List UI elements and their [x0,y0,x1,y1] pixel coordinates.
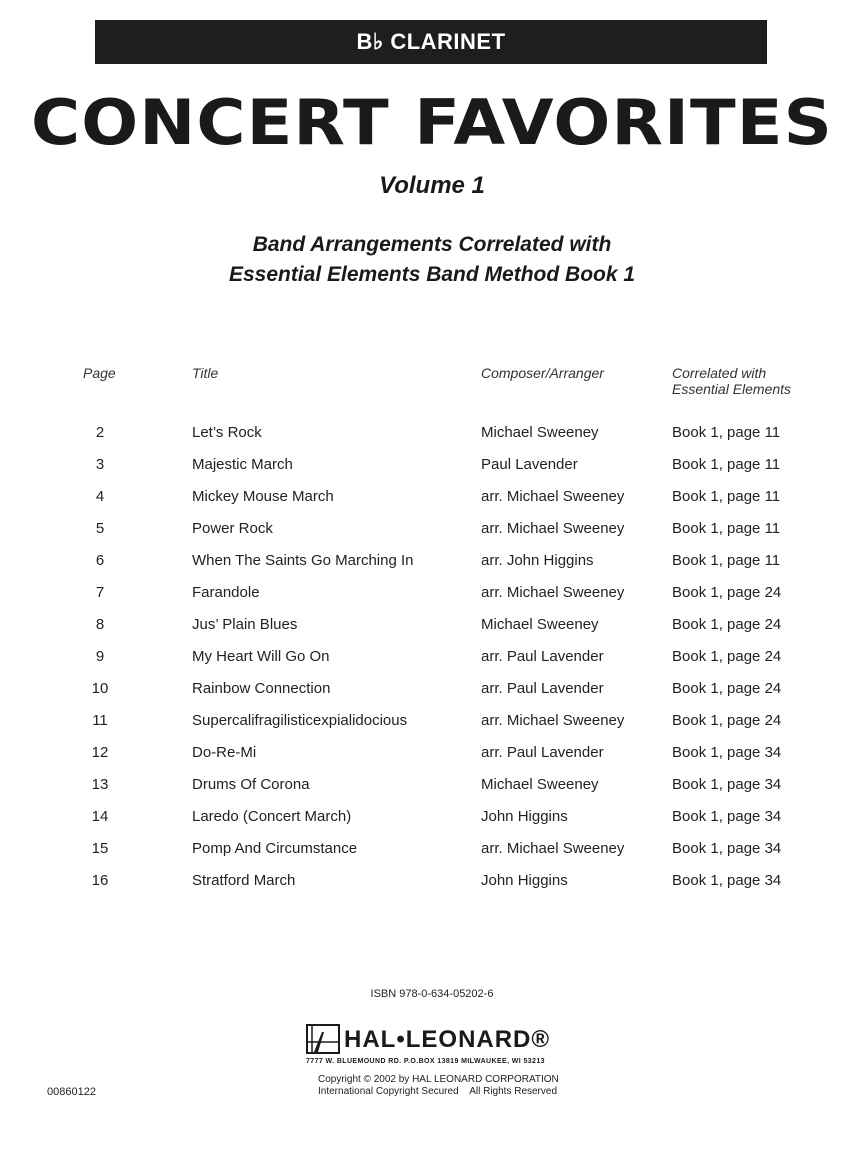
row-title: Rainbow Connection [192,680,331,697]
row-page: 16 [91,872,109,889]
catalog-number: 00860122 [47,1086,96,1098]
row-title: When The Saints Go Marching In [192,552,414,569]
subtitle-line-2: Essential Elements Band Method Book 1 [228,263,636,286]
table-row [0,872,864,904]
row-correlated: Book 1, page 34 [672,744,782,761]
row-title: Do-Re-Mi [192,744,257,761]
row-composer: arr. Paul Lavender [481,648,604,665]
row-correlated: Book 1, page 24 [672,712,782,729]
row-correlated: Book 1, page 24 [672,584,782,601]
row-composer: arr. Michael Sweeney [481,584,625,601]
copyright-line-1: Copyright © 2002 by HAL LEONARD CORPORATION [318,1074,559,1085]
row-composer: arr. Paul Lavender [481,680,604,697]
table-row [0,648,864,680]
row-page: 13 [91,776,109,793]
row-correlated: Book 1, page 24 [672,648,782,665]
hal-leonard-logo-icon [306,1024,340,1054]
column-header-correlated-line-1: Correlated with [672,365,767,381]
row-page: 6 [95,552,105,569]
row-title: Let’s Rock [192,424,262,441]
publisher-logo [306,1024,566,1070]
subtitle [0,230,864,290]
column-header-correlated-line-2: Essential Elements [672,381,792,397]
table-row [0,520,864,552]
row-composer: arr. John Higgins [481,552,594,569]
subtitle-line-1: Band Arrangements Correlated with [252,233,612,256]
row-composer: John Higgins [481,872,568,889]
column-header-correlated [672,365,791,397]
row-title: Drums Of Corona [192,776,310,793]
row-correlated: Book 1, page 34 [672,776,782,793]
column-header-title: Title [192,365,219,381]
table-row [0,680,864,712]
table-row [0,584,864,616]
table-row [0,712,864,744]
row-page: 14 [91,808,109,825]
row-correlated: Book 1, page 34 [672,840,782,857]
table-row [0,776,864,808]
instrument-banner [95,20,767,64]
copyright-line-2: International Copyright Secured All Rights Reserved [318,1086,558,1097]
table-row [0,488,864,520]
contents-table [0,424,864,904]
row-title: Pomp And Circumstance [192,840,358,857]
page-title: CONCERT FAVORITES [31,86,833,159]
row-page: 10 [91,680,109,697]
row-title: Power Rock [192,520,273,537]
table-row [0,744,864,776]
table-row [0,552,864,584]
row-composer: arr. Michael Sweeney [481,520,625,537]
row-composer: arr. Michael Sweeney [481,712,625,729]
row-correlated: Book 1, page 34 [672,872,782,889]
table-row [0,456,864,488]
table-row [0,840,864,872]
row-title: Majestic March [192,456,293,473]
row-page: 15 [91,840,109,857]
publisher-name: HAL•LEONARD® [344,1026,551,1053]
table-row [0,616,864,648]
row-page: 12 [91,744,109,761]
row-correlated: Book 1, page 11 [672,488,781,505]
row-correlated: Book 1, page 11 [672,424,781,441]
row-correlated: Book 1, page 11 [672,456,781,473]
row-page: 11 [92,712,108,729]
row-page: 9 [95,648,105,665]
row-page: 7 [95,584,105,601]
publisher-address: 7777 W. BLUEMOUND RD. P.O.BOX 13819 MILWAUKEE, WI 53213 [306,1058,545,1065]
row-correlated: Book 1, page 24 [672,680,782,697]
row-title: Jus’ Plain Blues [192,616,298,633]
row-correlated: Book 1, page 11 [672,552,781,569]
volume-label: Volume 1 [379,172,485,199]
row-correlated: Book 1, page 24 [672,616,782,633]
isbn: ISBN 978-0-634-05202-6 [370,988,494,1000]
column-header-page: Page [83,365,116,381]
row-page: 2 [95,424,105,441]
table-row [0,808,864,840]
row-title: Stratford March [192,872,296,889]
row-title: Laredo (Concert March) [192,808,352,825]
row-composer: John Higgins [481,808,568,825]
instrument-label: B♭ CLARINET [356,29,506,54]
table-row [0,424,864,456]
row-title: Supercalifragilisticexpialidocious [192,712,408,729]
row-page: 4 [95,488,105,505]
row-page: 3 [95,456,105,473]
row-title: Farandole [192,584,260,601]
row-composer: arr. Michael Sweeney [481,840,625,857]
column-header-composer: Composer/Arranger [481,365,604,381]
row-page: 5 [95,520,105,537]
row-correlated: Book 1, page 34 [672,808,782,825]
row-page: 8 [95,616,105,633]
row-composer: Paul Lavender [481,456,578,473]
row-correlated: Book 1, page 11 [672,520,781,537]
row-composer: Michael Sweeney [481,424,599,441]
row-composer: Michael Sweeney [481,616,599,633]
row-composer: arr. Michael Sweeney [481,488,625,505]
row-composer: Michael Sweeney [481,776,599,793]
row-title: My Heart Will Go On [192,648,330,665]
row-composer: arr. Paul Lavender [481,744,604,761]
row-title: Mickey Mouse March [192,488,334,505]
copyright-notice [318,1074,559,1098]
